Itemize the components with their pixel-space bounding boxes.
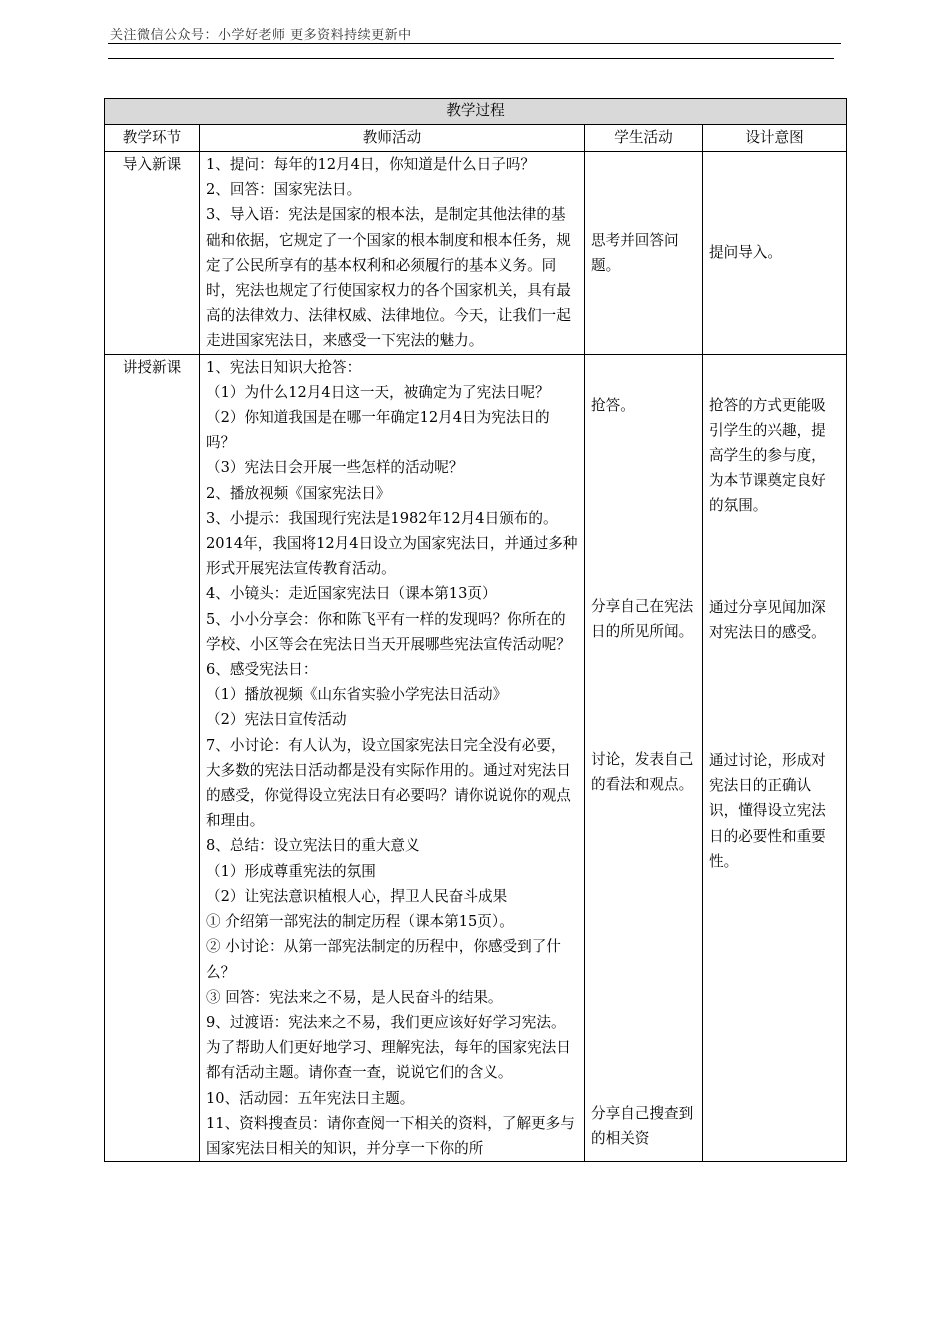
table-row bbox=[105, 152, 847, 355]
teacher-paragraph: 6、感受宪法日： bbox=[206, 661, 318, 679]
teacher-paragraph: 7、小讨论：有人认为，设立国家宪法日完全没有必要，大多数的宪法日活动都是没有实际作用的。通过对宪法日的感受，你觉得设立宪法日有必要吗？请你说说你的观点和理由。 bbox=[206, 736, 571, 830]
student-paragraph: 抢答。 bbox=[591, 396, 635, 414]
column-header-stage: 教学环节 bbox=[105, 125, 200, 152]
teacher-paragraph: 1、提问：每年的12月4日，你知道是什么日子吗？ bbox=[206, 156, 536, 173]
design-paragraph: 通过分享见闻加深对宪法日的感受。 bbox=[709, 598, 826, 641]
column-header-teacher: 教师活动 bbox=[200, 125, 585, 152]
teacher-paragraph: 8、总结：设立宪法日的重大意义 bbox=[206, 837, 420, 855]
student-paragraph: 思考并回答问题。 bbox=[591, 231, 679, 274]
student-activity-cell bbox=[585, 354, 703, 1162]
teacher-paragraph: （3）宪法日会开展一些怎样的活动呢？ bbox=[206, 459, 464, 477]
teacher-paragraph: ③ 回答：宪法来之不易，是人民奋斗的结果。 bbox=[206, 988, 503, 1006]
teacher-paragraph: 5、小小分享会：你和陈飞平有一样的发现吗？你所在的学校、小区等会在宪法日当天开展哪些宪法宣传活动呢？ bbox=[206, 610, 571, 653]
teacher-activity-cell bbox=[200, 152, 585, 355]
teacher-paragraph: 1、宪法日知识大抢答： bbox=[206, 358, 362, 376]
teacher-paragraph: 10、活动园：五年宪法日主题。 bbox=[206, 1089, 415, 1107]
teacher-paragraph: ① 介绍第一部宪法的制定历程（课本第15页）。 bbox=[206, 913, 514, 931]
header-rule-top bbox=[108, 43, 841, 44]
teacher-paragraph: （1）为什么12月4日这一天，被确定为了宪法日呢？ bbox=[206, 383, 550, 401]
teacher-paragraph: ② 小讨论：从第一部宪法制定的历程中，你感受到了什么？ bbox=[206, 938, 561, 981]
teacher-paragraph: 2、回答：国家宪法日。 bbox=[206, 181, 362, 199]
teacher-paragraph: 3、小提示：我国现行宪法是1982年12月4日颁布的。2014年，我国将12月4日设立为国家宪法日，并通过多种形式开展宪法宣传教育活动。 bbox=[206, 509, 578, 578]
teacher-paragraph: 9、过渡语：宪法来之不易，我们更应该好好学习宪法。为了帮助人们更好地学习、理解宪法，每年的国家宪法日都有活动主题。请你查一查，说说它们的含义。 bbox=[206, 1013, 571, 1082]
teacher-activity-cell bbox=[200, 354, 585, 1162]
teacher-paragraph: 2、播放视频《国家宪法日》 bbox=[206, 484, 391, 502]
column-header-design: 设计意图 bbox=[703, 125, 847, 152]
teacher-paragraph: （2）让宪法意识植根人心，捍卫人民奋斗成果 bbox=[206, 887, 508, 905]
teacher-paragraph: 3、导入语：宪法是国家的根本法，是制定其他法律的基础和依据，它规定了一个国家的根本制度和根本任务，规定了公民所享有的基本权利和必须履行的基本义务。同时，宪法也规定了行使国家权力的各个国家机关，具有最高的法律效力、法律权威、法律地位。今天，让我们一起走进国家宪法日，来感受一下宪法的魅力。 bbox=[206, 206, 571, 350]
teaching-process-table bbox=[104, 98, 847, 1162]
teacher-paragraph: （2）宪法日宣传活动 bbox=[206, 711, 347, 729]
student-paragraph: 分享自己搜查到的相关资 bbox=[591, 1104, 694, 1147]
design-intent-cell bbox=[703, 354, 847, 1162]
teacher-paragraph: （1）形成尊重宪法的氛围 bbox=[206, 862, 376, 880]
teacher-paragraph: （1）播放视频《山东省实验小学宪法日活动》 bbox=[206, 686, 508, 704]
teacher-paragraph: 11、资料搜查员：请你查阅一下相关的资料，了解更多与国家宪法日相关的知识，并分享一下你的所 bbox=[206, 1114, 575, 1157]
teacher-paragraph: 4、小镜头：走近国家宪法日（课本第13页） bbox=[206, 585, 497, 603]
student-paragraph: 分享自己在宪法日的所见所闻。 bbox=[591, 597, 694, 641]
student-activity-cell bbox=[585, 152, 703, 355]
design-intent-cell bbox=[703, 152, 847, 355]
design-paragraph: 抢答的方式更能吸引学生的兴趣，提高学生的参与度，为本节课奠定良好的氛围。 bbox=[709, 396, 826, 515]
column-header-row bbox=[105, 125, 847, 152]
student-paragraph: 讨论，发表自己的看法和观点。 bbox=[591, 751, 694, 794]
table-row bbox=[105, 354, 847, 1162]
design-paragraph: 提问导入。 bbox=[709, 244, 782, 262]
design-paragraph: 通过讨论，形成对宪法日的正确认识，懂得设立宪法日的必要性和重要性。 bbox=[709, 752, 826, 870]
column-header-student: 学生活动 bbox=[585, 125, 703, 152]
teacher-paragraph: （2）你知道我国是在哪一年确定12月4日为宪法日的吗？ bbox=[206, 409, 550, 452]
stage-cell: 讲授新课 bbox=[105, 354, 200, 1162]
table-caption: 教学过程 bbox=[105, 99, 847, 125]
stage-cell: 导入新课 bbox=[105, 152, 200, 355]
header-rule-bottom bbox=[108, 58, 834, 59]
header-notice: 关注微信公众号：小学好老师 更多资料持续更新中 bbox=[110, 28, 412, 43]
